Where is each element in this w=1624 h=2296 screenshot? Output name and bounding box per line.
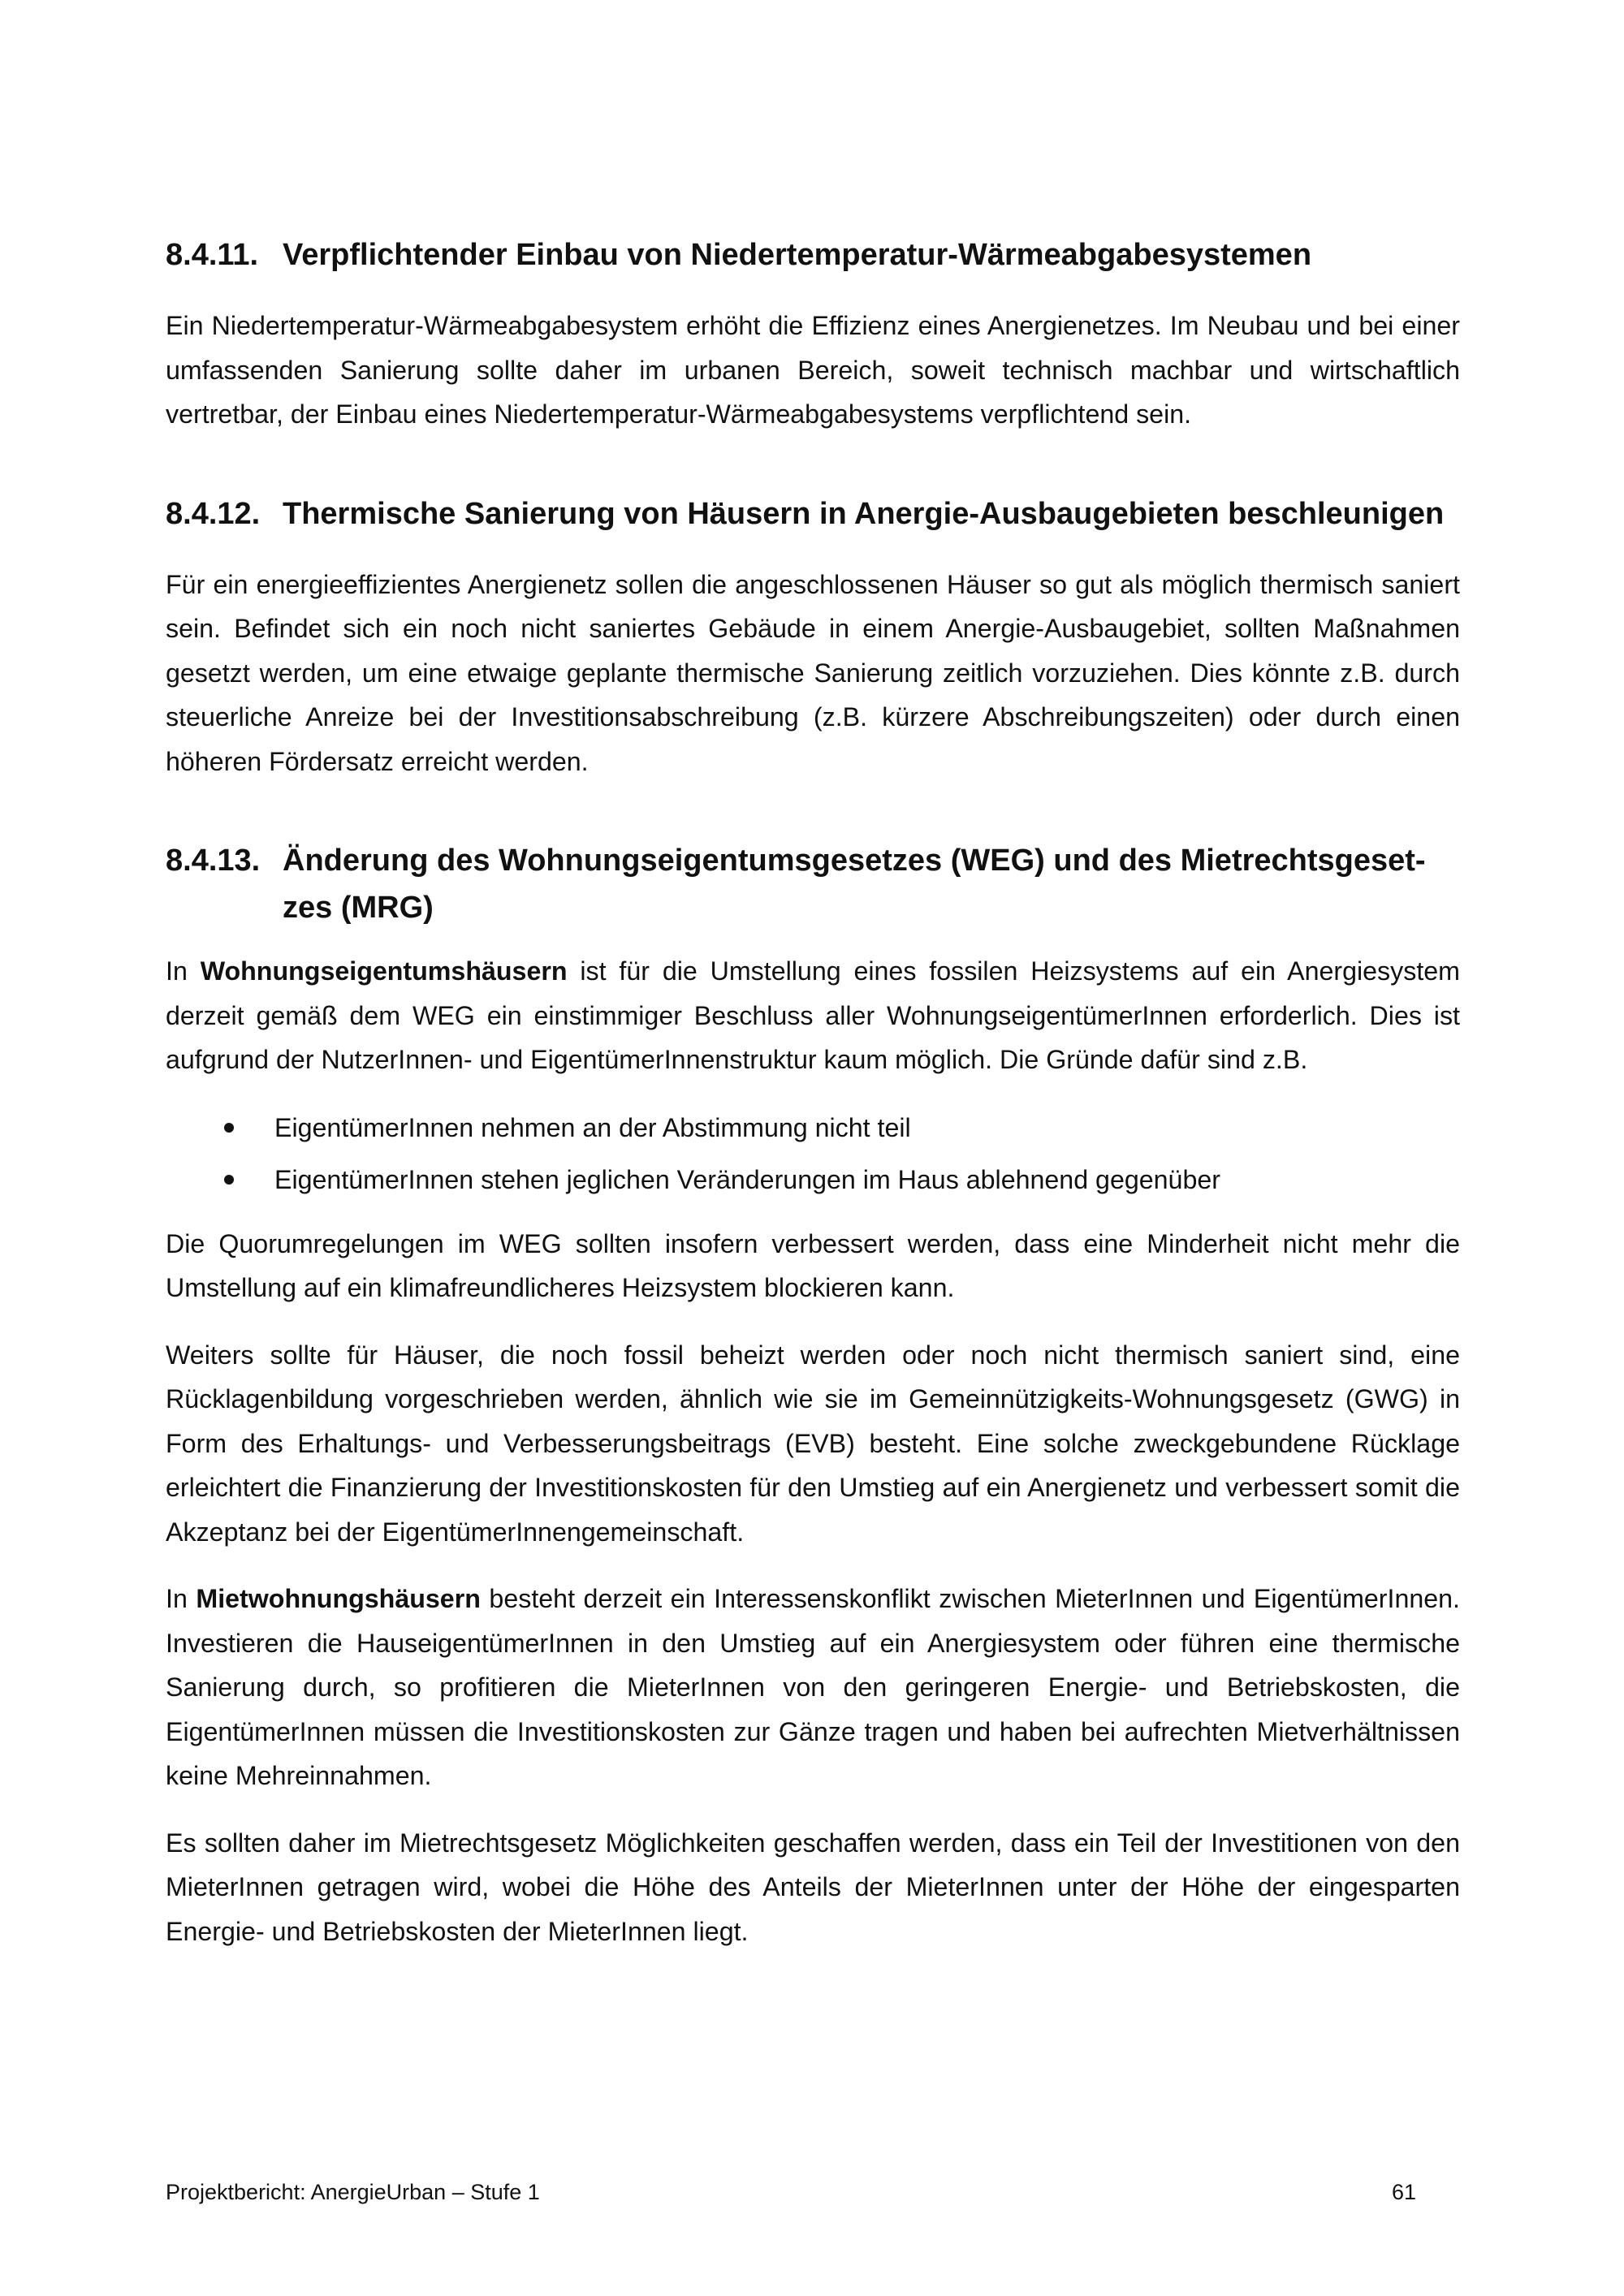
paragraph-text: besteht derzeit ein Interessenskonflikt zwischen MieterInnen und EigentümerInnen. Investieren die HauseigentümerInnen in den Umstieg auf ein Anergiesystem oder führen eine thermische Sanierung durch, so profitieren die MieterInnen von den geringeren Energie- und Betriebskosten, die EigentümerInnen müssen die Investitionskosten zur Gänze tragen und haben bei aufrechten Mietverhältnissen keine Mehreinnahmen. bbox=[166, 1584, 1461, 1790]
section-number: 8.4.12. bbox=[166, 496, 261, 531]
paragraph-quorum: Die Quorumregelungen im WEG sollten insofern verbessert werden, dass eine Minderheit nicht mehr die Umstellung auf ein klimafreundlicheres Heizsystem blockieren kann. bbox=[166, 1228, 1460, 1302]
bold-term-mietwohnungshaeuser: Mietwohnungshäusern bbox=[196, 1584, 481, 1613]
section-heading-8-4-12 bbox=[166, 490, 1460, 537]
section-paragraph: Für ein energieeffizientes Anergienetz sollen die angeschlossenen Häuser so gut als möglich thermisch saniert sein. Befindet sich ein noch nicht saniertes Gebäude in einem Anergie-Ausbaugebiet, sollten Maßnahmen gesetzt werden, um eine etwaige geplante thermische Sanierung zeitlich vorzuziehen. Dies könnte z.B. durch steuerliche Anreize bei der Investitionsabschreibung (z.B. kürzere Abschreibungszeiten) oder durch einen höheren Fördersatz erreicht werden. bbox=[166, 569, 1460, 776]
paragraph-mietrechtsgesetz: Es sollten daher im Mietrechtsgesetz Möglichkeiten geschaffen werden, dass ein Teil der Investitionen von den MieterInnen getragen wird, wobei die Höhe des Anteils der MieterInnen unter der Höhe der eingesparten Energie- und Betriebskosten der MieterInnen liegt. bbox=[166, 1828, 1460, 1946]
bold-term-wohnungseigentumshaeuser: Wohnungseigentumshäusern bbox=[200, 956, 568, 986]
page-number: 61 bbox=[1391, 2180, 1416, 2204]
bullet-list bbox=[166, 1102, 1460, 1206]
paragraph-text: ist für die Umstellung eines fossilen Heizsystems auf ein Anergiesystem derzeit gemäß dem WEG ein einstimmiger Beschluss aller WohnungseigentümerInnen erforderlich. Dies ist aufgrund der NutzerInnen- und EigentümerInnenstruktur kaum möglich. Die Gründe dafür sind z.B. bbox=[166, 956, 1460, 1074]
section-heading-8-4-11 bbox=[166, 231, 1460, 278]
list-item-text: EigentümerInnen nehmen an der Abstimmung nicht teil bbox=[274, 1112, 911, 1142]
section-title-line-2: zes (MRG) bbox=[283, 891, 434, 925]
list-item bbox=[166, 1102, 1460, 1154]
paragraph-ruecklagen: Weiters sollte für Häuser, die noch fossil beheizt werden oder noch nicht thermisch saniert sind, eine Rücklagenbildung vorgeschrieben werden, ähnlich wie sie im Gemeinnützigkeits-Wohnungsgesetz (GWG) in Form des Erhaltungs- und Verbesserungsbeitrags (EVB) besteht. Eine solche zweckgebundene Rücklage erleichtert die Finanzierung der Investitionskosten für den Umstieg auf ein Anergienetz und verbessert somit die Akzeptanz bei der EigentümerInnengemeinschaft. bbox=[166, 1340, 1460, 1547]
section-heading-8-4-13 bbox=[166, 837, 1460, 931]
section-title bbox=[283, 837, 1460, 931]
paragraph-wohnungseigentum bbox=[166, 949, 1460, 1082]
page-footer bbox=[166, 2177, 1416, 2207]
list-item bbox=[166, 1154, 1460, 1206]
paragraph-prefix: In bbox=[166, 956, 201, 986]
footer-report-title: Projektbericht: AnergieUrban – Stufe 1 bbox=[166, 2180, 540, 2204]
section-paragraph: Ein Niedertemperatur-Wärmeabgabesystem erhöht die Effizienz eines Anergienetzes. Im Neubau und bei einer umfassenden Sanierung sollte daher im urbanen Bereich, soweit technisch machbar und wirtschaftlich vertretbar, der Einbau eines Niedertemperatur-Wärmeabgabesystems verpflichtend sein. bbox=[166, 311, 1460, 429]
section-title: Verpflichtender Einbau von Niedertemperatur-Wärmeabgabesystemen bbox=[283, 238, 1312, 272]
paragraph-mietwohnung bbox=[166, 1577, 1460, 1798]
list-item-text: EigentümerInnen stehen jeglichen Veränderungen im Haus ablehnend gegenüber bbox=[274, 1164, 1220, 1194]
page-content bbox=[166, 231, 1460, 1953]
section-title: Thermische Sanierung von Häusern in Anergie-Ausbaugebieten beschleunigen bbox=[283, 496, 1445, 531]
section-number: 8.4.13. bbox=[166, 844, 261, 878]
bullet-icon bbox=[224, 1175, 234, 1185]
section-number: 8.4.11. bbox=[166, 238, 259, 272]
section-title-line-1: Änderung des Wohnungseigentumsgesetzes (WEG) und des Mietrechtsgeset- bbox=[283, 844, 1426, 878]
paragraph-prefix: In bbox=[166, 1584, 197, 1613]
bullet-icon bbox=[224, 1123, 234, 1133]
